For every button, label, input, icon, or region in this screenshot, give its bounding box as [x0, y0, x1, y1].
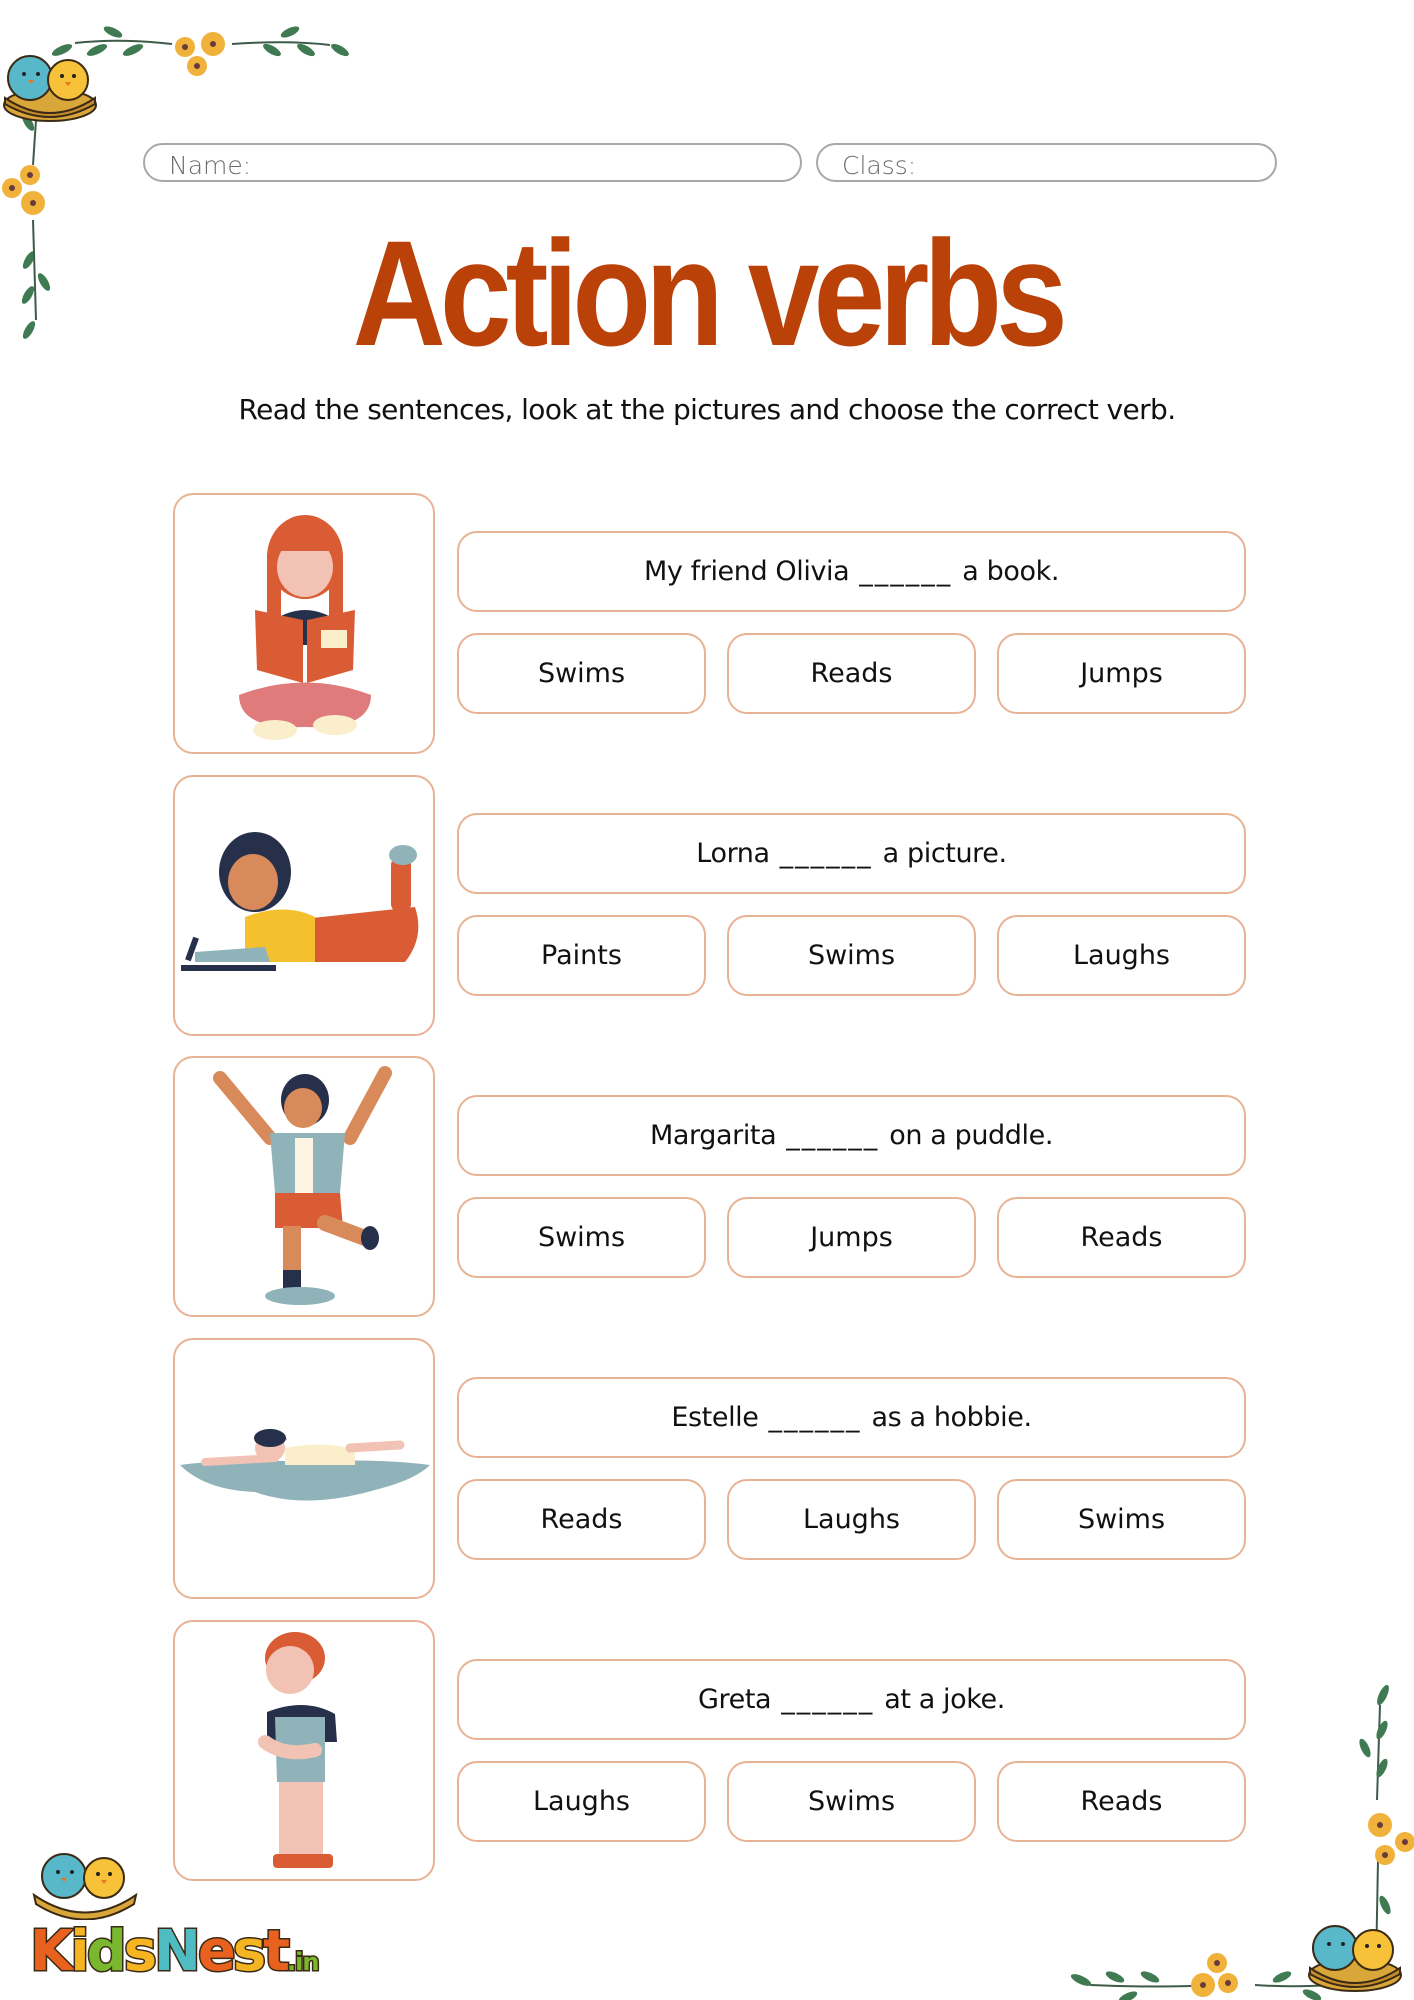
sentence-subject: Lorna [696, 838, 770, 869]
question-image-card [173, 1338, 435, 1599]
logo-letter: K [30, 1919, 71, 1984]
kid-jumping-puddle-illustration [175, 1058, 433, 1315]
sentence-rest: at a joke. [884, 1684, 1005, 1715]
sentence-subject: Margarita [649, 1120, 777, 1151]
name-label: Name: [169, 151, 252, 180]
sentence-box [457, 1095, 1246, 1176]
sentence-rest: as a hobbie. [871, 1402, 1032, 1433]
logo-letter: i [70, 1919, 87, 1984]
kidsnest-logo [30, 1919, 319, 1992]
logo-birds-nest-icon [30, 1840, 140, 1920]
girl-lying-drawing-illustration [175, 777, 433, 1034]
option-button[interactable]: Reads [997, 1197, 1246, 1278]
answer-blank[interactable]: ______ [859, 556, 953, 587]
option-button[interactable]: Swims [727, 915, 976, 996]
girl-reading-book-illustration [175, 495, 433, 752]
sentence-rest: a book. [962, 556, 1060, 587]
answer-blank[interactable]: ______ [768, 1402, 862, 1433]
option-button[interactable]: Reads [457, 1479, 706, 1560]
logo-letter: s [232, 1919, 264, 1984]
option-button[interactable]: Jumps [727, 1197, 976, 1278]
sentence-box [457, 813, 1246, 894]
kid-laughing-illustration [175, 1622, 433, 1879]
sentence-rest: a picture. [882, 838, 1007, 869]
sentence-subject: Greta [698, 1684, 772, 1715]
answer-blank[interactable]: ______ [786, 1120, 880, 1151]
option-button[interactable]: Swims [457, 1197, 706, 1278]
option-button[interactable]: Laughs [997, 915, 1246, 996]
option-button[interactable]: Paints [457, 915, 706, 996]
logo-letter: s [123, 1919, 155, 1984]
option-button[interactable]: Laughs [457, 1761, 706, 1842]
kid-swimming-illustration [175, 1340, 433, 1597]
answer-blank[interactable]: ______ [779, 838, 873, 869]
option-button[interactable]: Laughs [727, 1479, 976, 1560]
sentence-box [457, 1377, 1246, 1458]
question-image-card [173, 775, 435, 1036]
page-title [0, 209, 1414, 377]
logo-letter: t [263, 1919, 288, 1984]
option-button[interactable]: Swims [997, 1479, 1246, 1560]
question-image-card [173, 493, 435, 754]
page-title-text: Action verbs [352, 209, 1062, 377]
option-button[interactable]: Reads [727, 633, 976, 714]
instructions: Read the sentences, look at the pictures and choose the correct verb. [238, 393, 1176, 426]
option-button[interactable]: Reads [997, 1761, 1246, 1842]
sentence-rest: on a puddle. [889, 1120, 1054, 1151]
name-field[interactable] [143, 143, 802, 182]
option-button[interactable]: Swims [457, 633, 706, 714]
option-button[interactable]: Swims [727, 1761, 976, 1842]
logo-letter: e [197, 1919, 233, 1984]
logo-suffix: .in [287, 1948, 319, 1976]
sentence-subject: Estelle [671, 1402, 759, 1433]
logo-letter: N [154, 1919, 198, 1984]
logo-letter: d [86, 1919, 124, 1984]
question-image-card [173, 1620, 435, 1881]
sentence-subject: My friend Olivia [643, 556, 850, 587]
sentence-box [457, 531, 1246, 612]
class-field[interactable] [816, 143, 1277, 182]
question-image-card [173, 1056, 435, 1317]
option-button[interactable]: Jumps [997, 633, 1246, 714]
answer-blank[interactable]: ______ [781, 1684, 875, 1715]
class-label: Class: [842, 151, 917, 180]
sentence-box [457, 1659, 1246, 1740]
